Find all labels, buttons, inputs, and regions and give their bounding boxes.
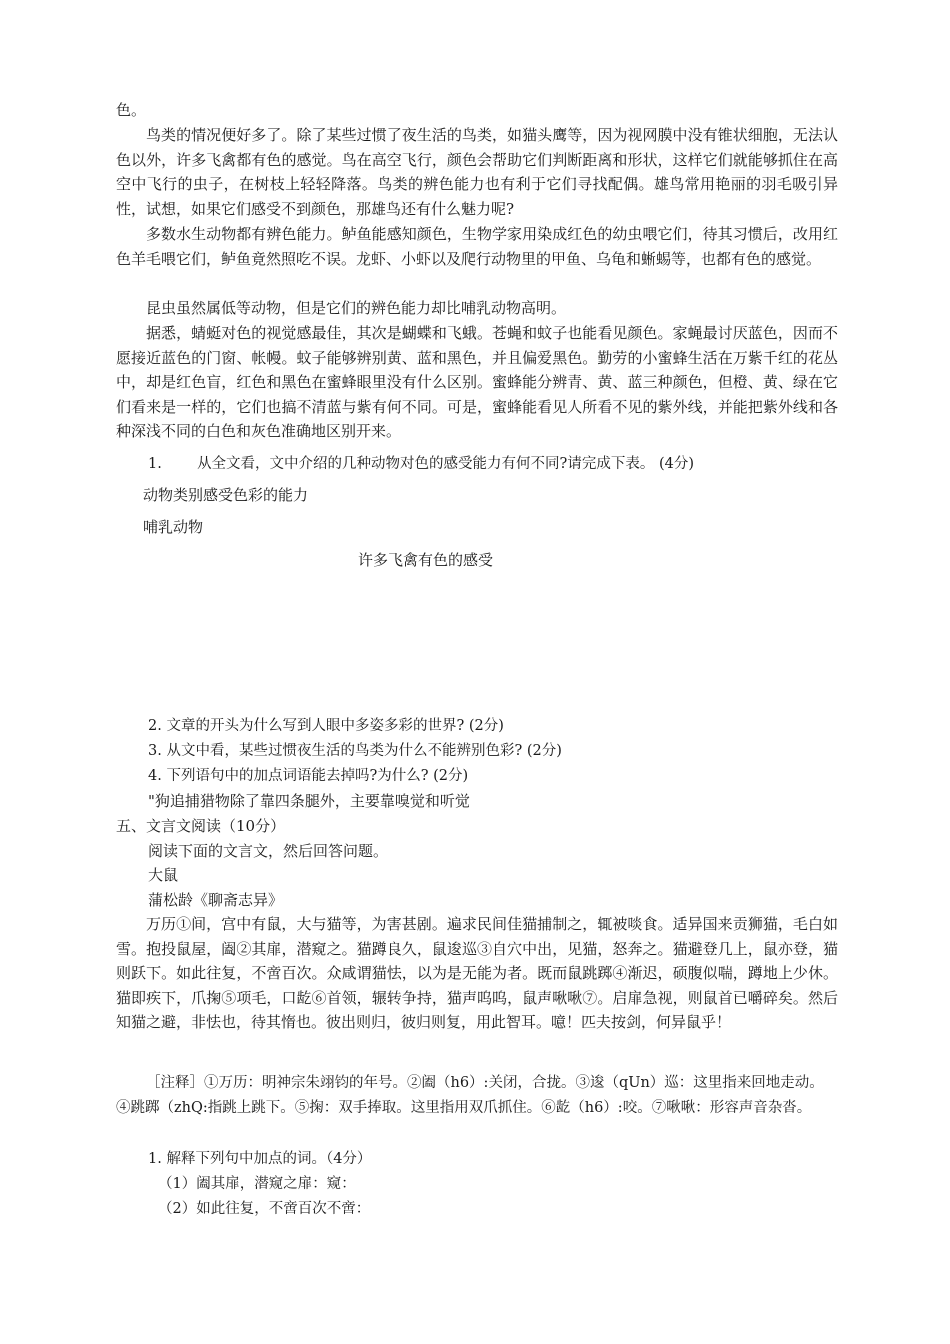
table-row-mammals: 哺乳动物 <box>143 518 204 536</box>
paragraph-insects: 昆虫虽然属低等动物，但是它们的辨色能力却比哺乳动物高明。 <box>146 299 567 317</box>
section-5-heading: 五、文言文阅读（10分） <box>116 817 286 835</box>
question-1-text: 从全文看，文中介绍的几种动物对色的感受能力有何不同?请完成下表。 (4分) <box>197 456 694 472</box>
table-header: 动物类别感受色彩的能力 <box>143 486 309 504</box>
sub-question-1-item-1: （1）阖其扉，潜窥之扉：窥： <box>158 1176 356 1192</box>
passage-author: 蒲松龄《聊斋志异》 <box>148 891 284 909</box>
paragraph-birds: 鸟类的情况便好多了。除了某些过惯了夜生活的鸟类，如猫头鹰等，因为视网膜中没有锥状细胞，无法认色以外，许多飞禽都有色的感觉。鸟在高空飞行，颜色会帮助它们判断距离和形状，这样它们就能够抓住在高空中飞行的虫子，在树枝上轻轻降落。鸟类的辨色能力也有利于它们寻找配偶。雄鸟常用艳丽的羽毛吸引异性，试想，如果它们感受不到颜色，那雄鸟还有什么魅力呢? <box>116 126 838 218</box>
paragraph-insect-details: 据悉，蜻蜓对色的视觉感最佳，其次是蝴蝶和飞蛾。苍蝇和蚊子也能看见颜色。家蝇最讨厌蓝色，因而不愿接近蓝色的门窗、帐幔。蚊子能够辨别黄、蓝和黑色，并且偏爱黑色。勤劳的小蜜蜂生活在万紫千红的花丛中，却是红色盲，红色和黑色在蜜蜂眼里没有什么区别。蜜蜂能分辨青、黄、蓝三种颜色，但橙、黄、绿在它们看来是一样的，它们也搞不清蓝与紫有何不同。可是，蜜蜂能看见人所看不见的紫外线，并能把紫外线和各种深浅不同的白色和灰色准确地区别开来。 <box>116 324 838 441</box>
question-3: 3. 从文中看，某些过惯夜生活的鸟类为什么不能辨别色彩? (2分) <box>148 743 562 759</box>
question-4: 4. 下列语句中的加点词语能去掉吗?为什么? (2分) <box>148 768 469 784</box>
paragraph-aquatic: 多数水生动物都有辨色能力。鲈鱼能感知颜色，生物学家用染成红色的幼虫喂它们，待其习惯后，改用红色羊毛喂它们，鲈鱼竟然照吃不误。龙虾、小虾以及爬行动物里的甲鱼、乌龟和蜥蜴等，也都有色的感觉。 <box>116 225 838 268</box>
question-2: 2. 文章的开头为什么写到人眼中多姿多彩的世界? (2分) <box>148 718 504 734</box>
question-4-quote: "狗追捕猎物除了靠四条腿外，主要靠嗅觉和听觉 <box>148 792 470 810</box>
question-1-number: 1. <box>148 456 162 472</box>
annotation-notes: ［注释］①万历：明神宗朱翊钧的年号。②阖（h6）:关闭，合拢。③逡（qUn）巡：这里指来回地走动。④跳踯（zhQ:指跳上跳下。⑤掬：双手捧取。这里指用双爪抓住。⑥龁（h6）:咬。⑦啾啾：形容声音杂沓。 <box>116 1075 824 1116</box>
sub-question-1-item-2: （2）如此往复，不啻百次不啻： <box>158 1201 371 1217</box>
classical-passage: 万历①间，宫中有鼠，大与猫等，为害甚剧。遍求民间佳猫捕制之，辄被啖食。适异国来贡狮猫，毛白如雪。抱投鼠屋，阖②其扉，潜窥之。猫蹲良久，鼠逡巡③自穴中出，见猫，怒奔之。猫避登几上，鼠亦登，猫则跃下。如此往复，不啻百次。众咸谓猫怯，以为是无能为者。既而鼠跳踯④渐迟，硕腹似喘，蹲地上少休。猫即疾下，爪掬⑤项毛，口龁⑥首领，辗转争持，猫声呜呜，鼠声啾啾⑦。启扉急视，则鼠首已嚼碎矣。然后知猫之避，非怯也，待其惰也。彼出则归，彼归则复，用此智耳。噫！匹夫按剑，何异鼠乎！ <box>116 915 838 1032</box>
paragraph-0: 色。 <box>116 101 147 119</box>
passage-title: 大鼠 <box>148 866 179 884</box>
section-5-instruction: 阅读下面的文言文，然后回答问题。 <box>148 842 389 860</box>
table-cell-birds: 许多飞禽有色的感受 <box>358 551 494 569</box>
question-1 <box>148 452 848 477</box>
sub-question-1: 1. 解释下列句中加点的词。（4分） <box>148 1151 372 1167</box>
